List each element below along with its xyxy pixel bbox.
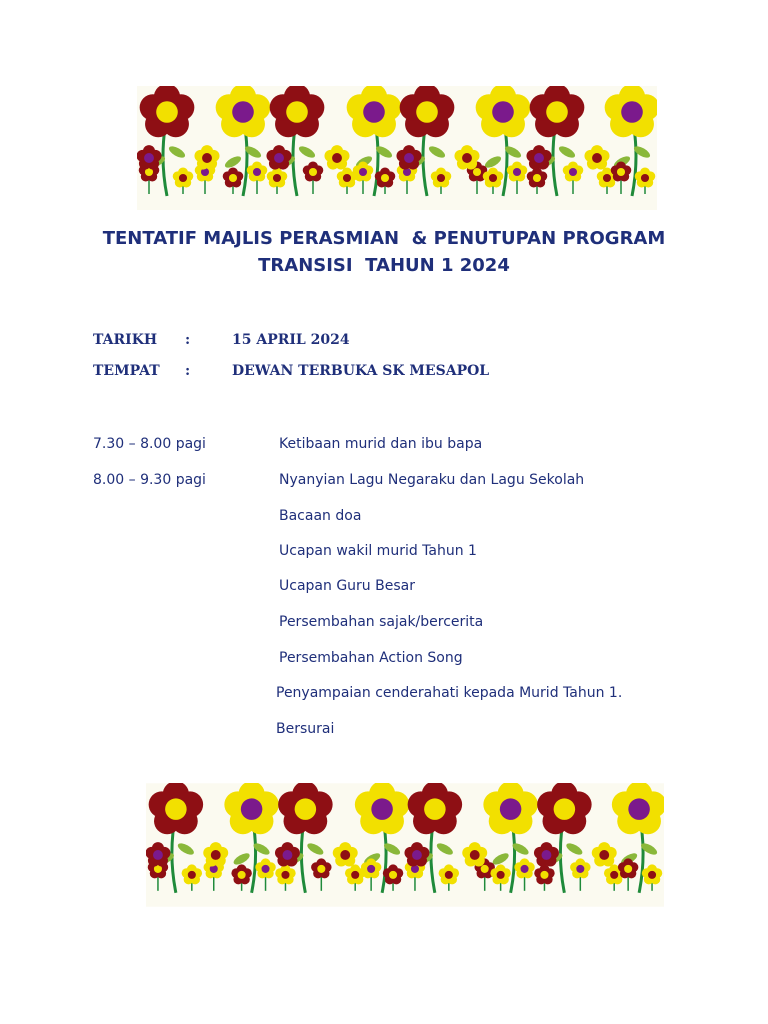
date-value: 15 APRIL 2024 [232,332,350,348]
schedule-activity-6: Persembahan sajak/bercerita [279,614,484,630]
schedule-activity-8: Penyampaian cenderahati kepada Murid Tahun 1. [276,685,623,701]
date-colon: : [185,332,191,348]
flower-border-top [137,86,657,210]
schedule-activity-9: Bersurai [276,721,335,737]
flower-border-illustration [146,783,664,907]
title-line-1: TENTATIF MAJLIS PERASMIAN & PENUTUPAN PROGRAM [102,228,666,249]
schedule-time-2: 8.00 – 9.30 pagi [93,472,206,488]
schedule-activity-5: Ucapan Guru Besar [279,578,415,594]
venue-value: DEWAN TERBUKA SK MESAPOL [232,363,490,379]
schedule-activity-7: Persembahan Action Song [279,650,463,666]
venue-label: TEMPAT [93,363,160,379]
schedule-activity-2: Nyanyian Lagu Negaraku dan Lagu Sekolah [279,472,585,488]
title-line-2: TRANSISI TAHUN 1 2024 [258,255,510,276]
schedule-time-1: 7.30 – 8.00 pagi [93,436,206,452]
schedule-activity-1: Ketibaan murid dan ibu bapa [279,436,483,452]
flower-border-bottom [146,783,664,907]
flower-border-illustration [137,86,657,210]
schedule-activity-3: Bacaan doa [279,508,362,524]
schedule-activity-4: Ucapan wakil murid Tahun 1 [279,543,477,559]
date-label: TARIKH [93,332,158,348]
venue-colon: : [185,363,191,379]
page-title [60,225,708,279]
